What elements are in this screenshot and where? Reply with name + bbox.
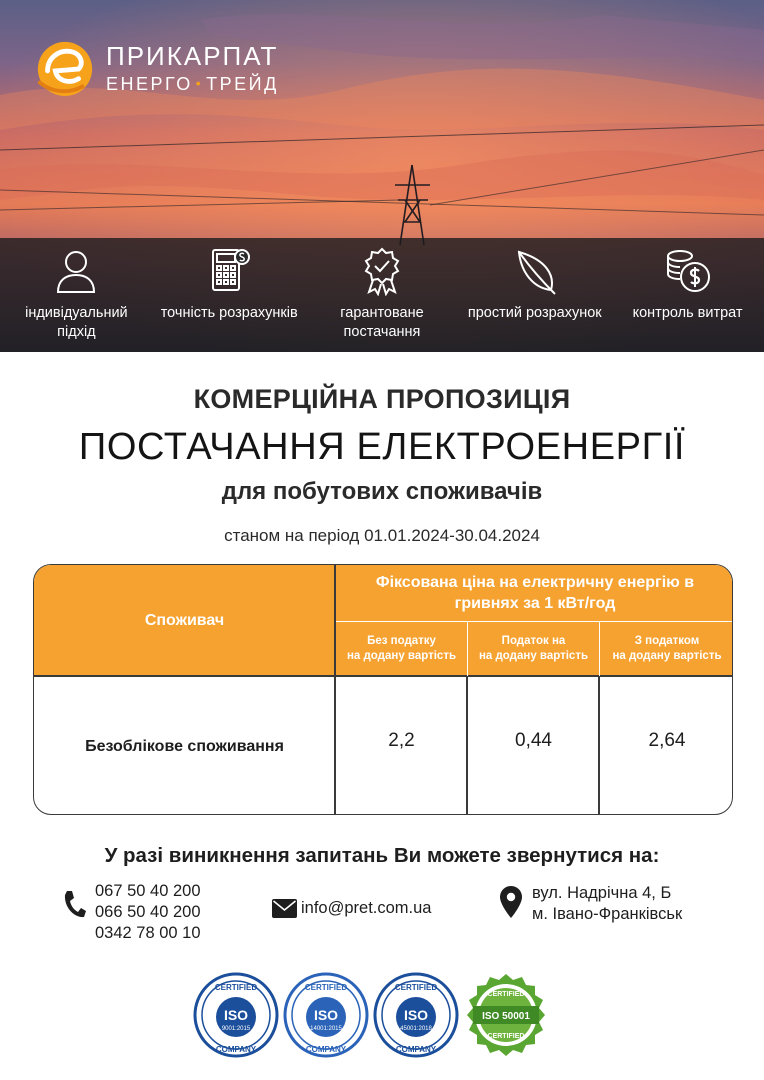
contact-heading: У разі виникнення запитань Ви можете звернутися на: (104, 844, 660, 867)
header-with-vat: З податком на додану вартість (600, 622, 733, 676)
feature-label: простий розрахунок (467, 305, 602, 321)
vat-amount: 0,44 (515, 730, 552, 751)
offer-audience: для побутових споживачів (221, 478, 543, 505)
iso-50001-badge-icon (463, 972, 549, 1058)
location-pin-icon (500, 886, 522, 918)
feature-label: індивідуальний підхід (25, 305, 128, 340)
header-fixed-price: Фіксована ціна на електричну енергію в гривнях за 1 кВт/год (336, 565, 733, 621)
header-divider (336, 621, 733, 622)
row-consumer-type: Безоблікове споживання (85, 737, 284, 755)
feature-label: точність розрахунків (160, 305, 298, 321)
svg-text:COMPANY: COMPANY (305, 1045, 347, 1054)
svg-text:45001:2018: 45001:2018 (400, 1026, 432, 1032)
brand-logo (34, 38, 279, 100)
brand-name-line1: ПРИКАРПАТ (106, 40, 279, 71)
hero-banner (0, 0, 764, 352)
feature-individual (0, 238, 153, 352)
svg-text:COMPANY: COMPANY (395, 1045, 437, 1054)
address-city: м. Івано-Франківськ (532, 905, 683, 923)
phone-number[interactable]: 0342 78 00 10 (95, 924, 201, 942)
feature-control (611, 238, 764, 352)
brand-logo-icon (34, 38, 96, 100)
svg-text:CERTIFIED: CERTIFIED (304, 983, 348, 992)
price-with-vat: 2,64 (648, 730, 686, 751)
iso-14001-badge-icon (283, 972, 369, 1058)
mail-icon (272, 899, 297, 918)
address-street: вул. Надрічна 4, Б (532, 884, 672, 902)
offer-period: станом на період 01.01.2024-30.04.2024 (224, 526, 540, 545)
svg-text:ISO 50001: ISO 50001 (482, 1011, 530, 1022)
person-icon (52, 246, 100, 296)
header-divider (599, 622, 600, 676)
phone-list (95, 881, 201, 944)
phone-icon (62, 889, 86, 919)
svg-text:CERTIFIED: CERTIFIED (214, 983, 258, 992)
header-without-vat: Без податку на додану вартість (336, 622, 467, 676)
svg-text:14001:2015: 14001:2015 (310, 1026, 342, 1032)
phone-number[interactable]: 066 50 40 200 (95, 903, 201, 921)
feature-guaranteed (306, 238, 459, 352)
iso-9001-badge-icon (193, 972, 279, 1058)
header-consumer: Споживач (34, 565, 335, 676)
header-divider (467, 622, 468, 676)
svg-text:ISO: ISO (223, 1007, 249, 1023)
svg-text:CERTIFIED: CERTIFIED (394, 983, 438, 992)
phone-number[interactable]: 067 50 40 200 (95, 882, 201, 900)
svg-text:9001:2015: 9001:2015 (221, 1026, 251, 1032)
features-strip (0, 238, 764, 352)
offer-subject: ПОСТАЧАННЯ ЕЛЕКТРОЕНЕРГІЇ (78, 426, 686, 468)
certificate-ribbon-icon (358, 246, 406, 296)
feature-label: контроль витрат (632, 305, 743, 321)
coins-icon (664, 246, 712, 296)
email-link[interactable]: info@pret.com.ua (301, 899, 432, 917)
feature-simple (458, 238, 611, 352)
feather-icon (511, 246, 559, 296)
iso-45001-badge-icon (373, 972, 459, 1058)
price-without-vat: 2,2 (388, 730, 415, 751)
calculator-icon (205, 246, 253, 296)
header-vat: Податок на на додану вартість (468, 622, 599, 676)
svg-text:ISO: ISO (403, 1007, 429, 1023)
brand-name-line2: ЕНЕРГО • ТРЕЙД (106, 73, 279, 94)
offer-title: КОМЕРЦІЙНА ПРОПОЗИЦІЯ (193, 384, 571, 414)
svg-text:ISO: ISO (313, 1007, 339, 1023)
feature-accuracy (153, 238, 306, 352)
certification-badges (0, 972, 764, 1062)
svg-text:CERTIFIED: CERTIFIED (487, 991, 525, 998)
price-table (33, 564, 733, 815)
feature-label: гарантоване постачання (340, 305, 424, 340)
svg-text:COMPANY: COMPANY (215, 1045, 257, 1054)
svg-text:CERTIFIED: CERTIFIED (487, 1033, 525, 1040)
address (532, 883, 682, 925)
